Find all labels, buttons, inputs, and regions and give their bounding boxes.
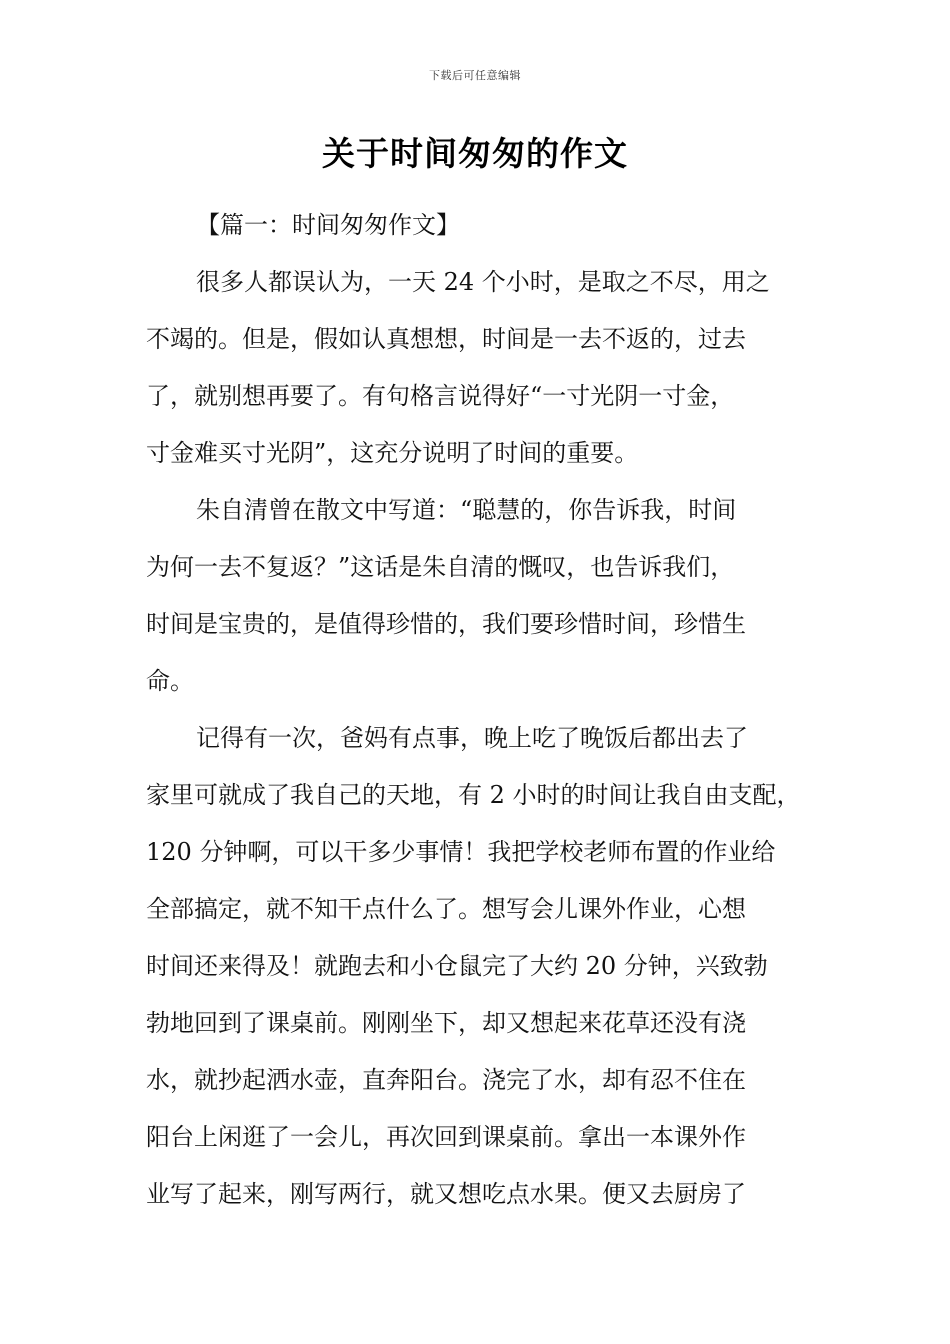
text-line: 朱自清曾在散文中写道：“聪慧的，你告诉我，时间 bbox=[196, 496, 737, 524]
paragraph-3 bbox=[146, 710, 808, 1223]
text-line: 了，就别想再要了。有句格言说得好“一寸光阴一寸金， bbox=[146, 382, 735, 410]
page-title: 关于时间匆匆的作文 bbox=[322, 134, 628, 173]
text-line: 为何一去不复返？”这话是朱自清的慨叹，也告诉我们， bbox=[146, 553, 735, 581]
paragraph-1 bbox=[146, 254, 808, 482]
text-line: 寸金难买寸光阴”，这充分说明了时间的重要。 bbox=[146, 439, 639, 467]
text-line: 命。 bbox=[146, 667, 194, 695]
text-line: 120 分钟啊，可以干多少事情！我把学校老师布置的作业给 bbox=[146, 838, 776, 866]
text-line: 阳台上闲逛了一会儿，再次回到课桌前。拿出一本课外作 bbox=[146, 1123, 746, 1151]
text-line: 家里可就成了我自己的天地，有 2 小时的时间让我自由支配， bbox=[146, 781, 801, 809]
text-line: 不竭的。但是，假如认真想想，时间是一去不返的，过去 bbox=[146, 325, 746, 353]
header-note: 下载后可任意编辑 bbox=[429, 69, 521, 82]
text-line: 时间是宝贵的，是值得珍惜的，我们要珍惜时间，珍惜生 bbox=[146, 610, 746, 638]
document-body bbox=[146, 197, 808, 1223]
text-line: 很多人都误认为，一天 24 个小时，是取之不尽，用之 bbox=[196, 268, 770, 296]
section-heading: 【篇一：时间匆匆作文】 bbox=[196, 211, 460, 239]
paragraph-2 bbox=[146, 482, 808, 710]
text-line: 业写了起来，刚写两行，就又想吃点水果。便又去厨房了 bbox=[146, 1180, 746, 1208]
text-line: 勃地回到了课桌前。刚刚坐下，却又想起来花草还没有浇 bbox=[146, 1009, 746, 1037]
text-line: 水，就抄起洒水壶，直奔阳台。浇完了水，却有忍不住在 bbox=[146, 1066, 746, 1094]
text-line: 时间还来得及！就跑去和小仓鼠完了大约 20 分钟，兴致勃 bbox=[146, 952, 768, 980]
text-line: 记得有一次，爸妈有点事，晚上吃了晚饭后都出去了 bbox=[196, 724, 748, 752]
text-line: 全部搞定，就不知干点什么了。想写会儿课外作业，心想 bbox=[146, 895, 746, 923]
